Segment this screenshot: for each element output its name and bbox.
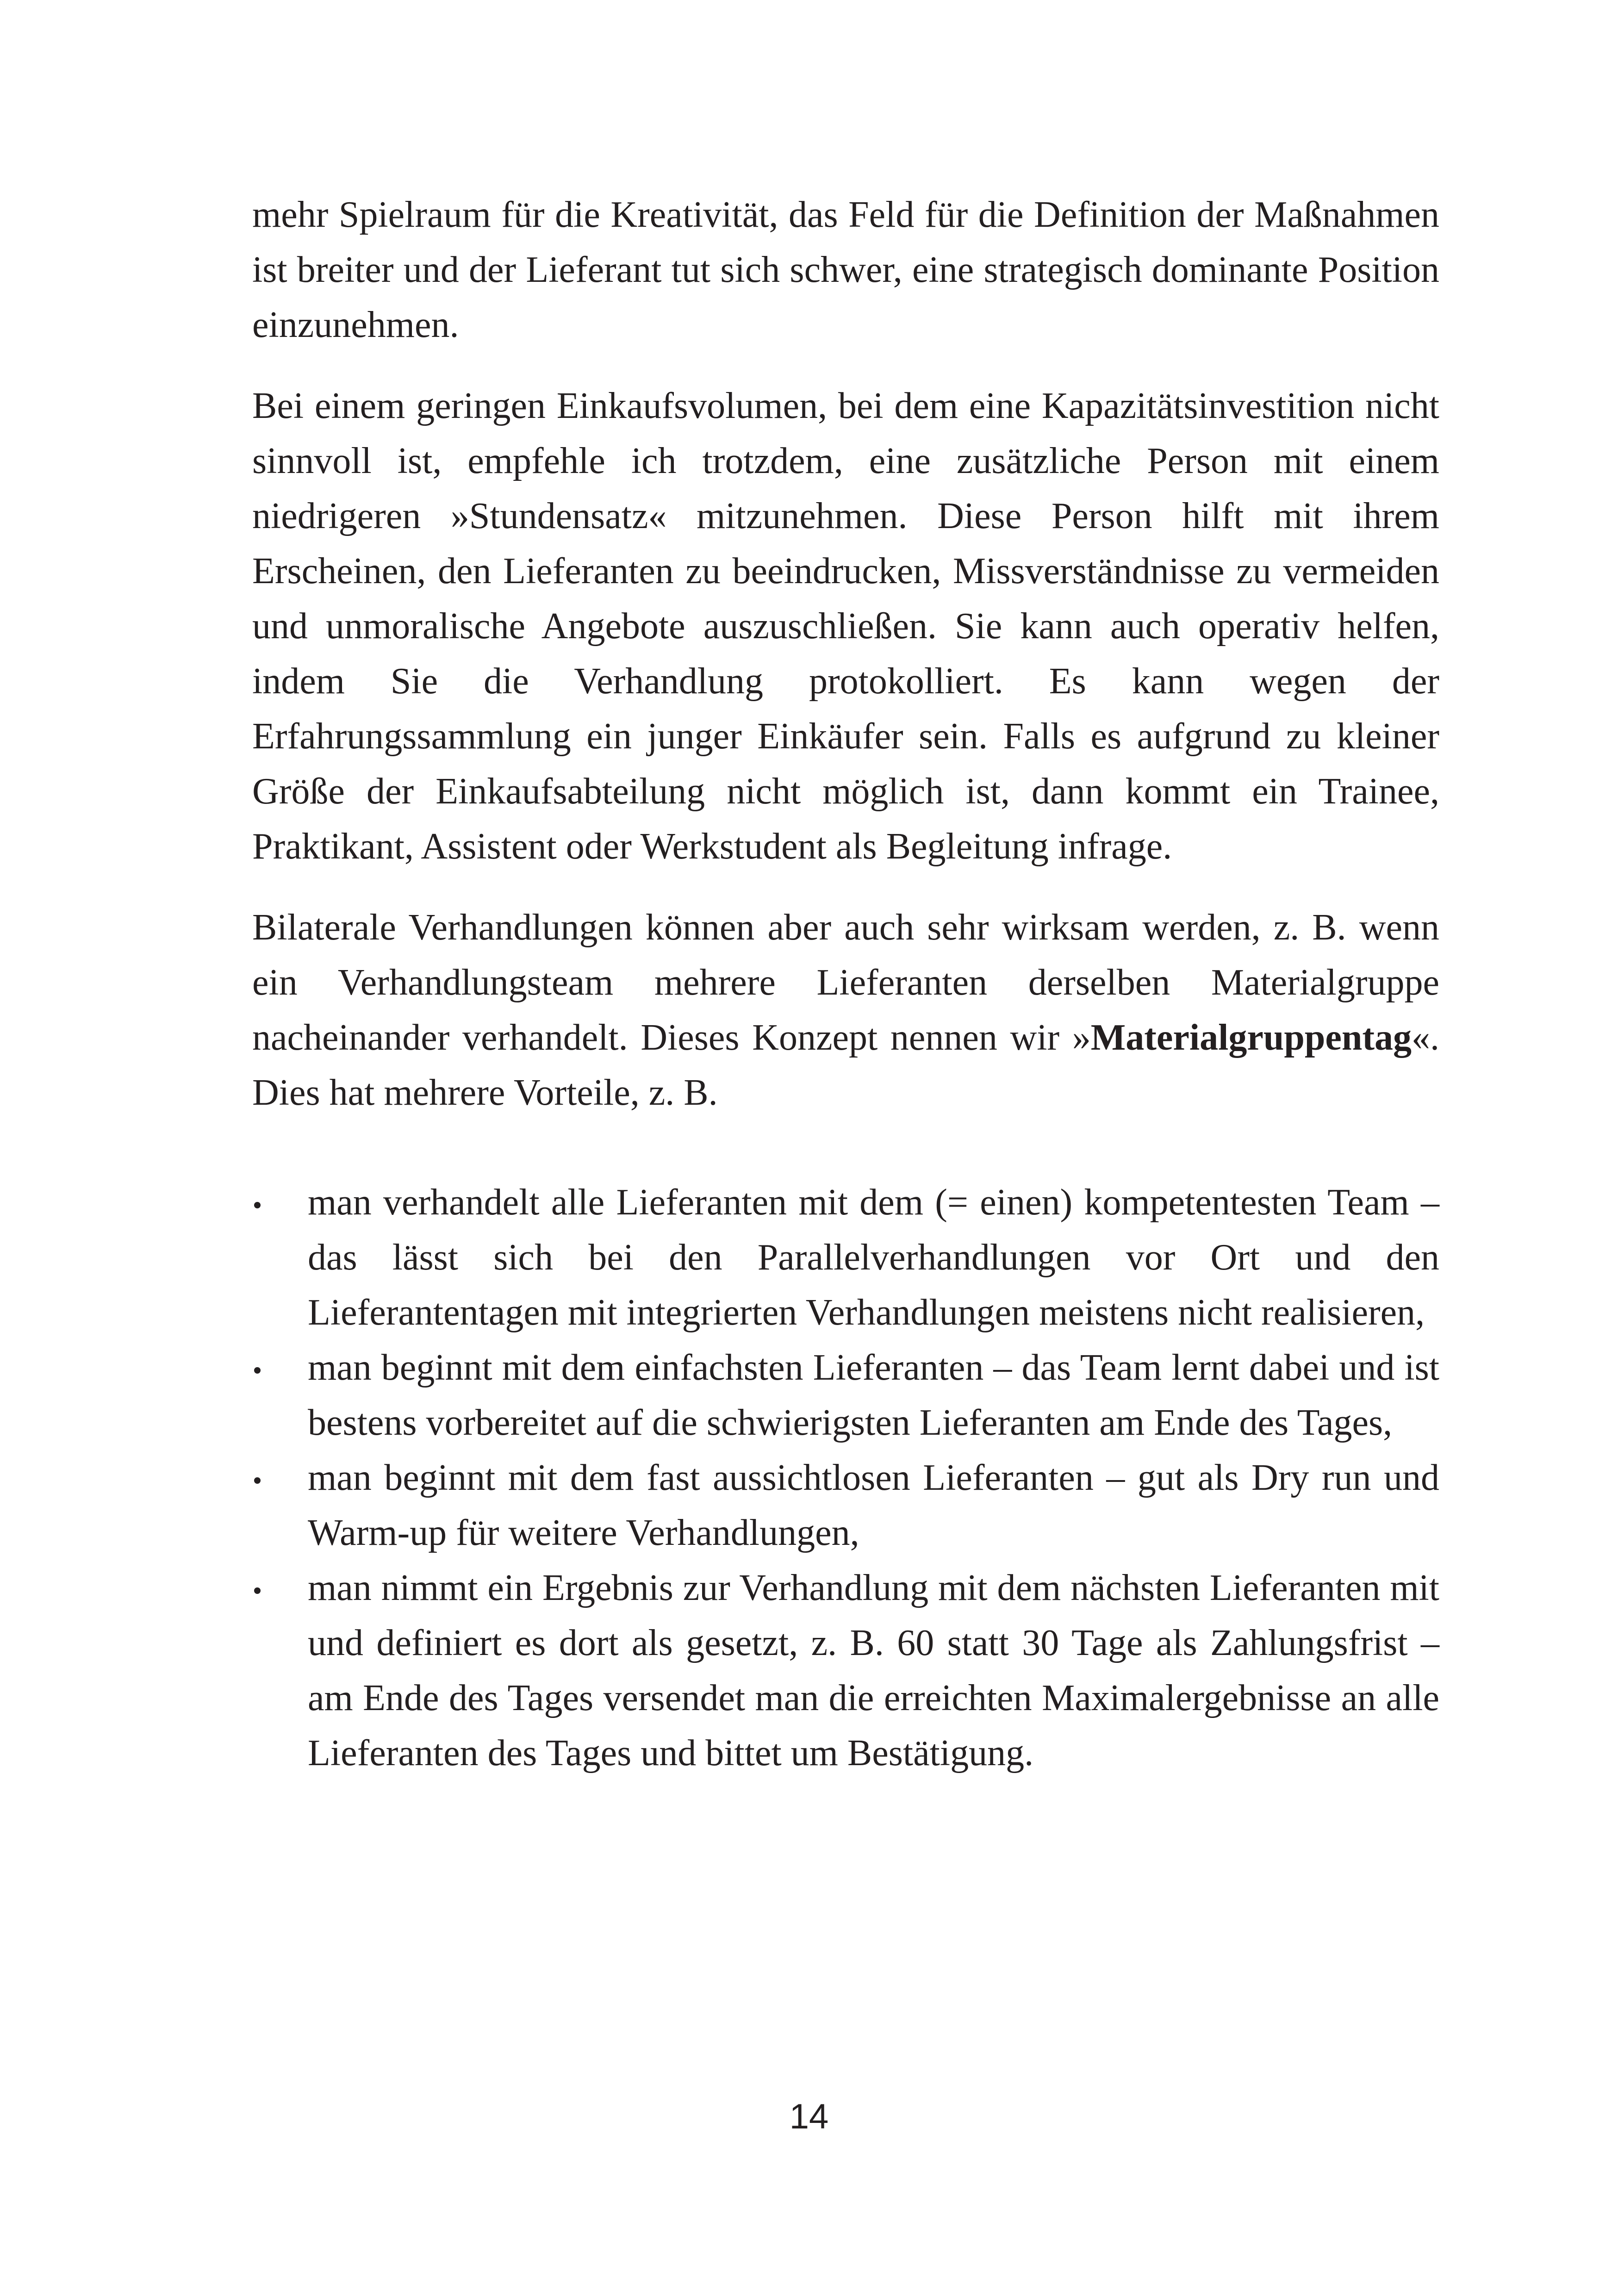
term-materialgruppentag: Materialgruppentag xyxy=(1090,1017,1412,1058)
page-body xyxy=(252,187,1439,1781)
paragraph-3 xyxy=(252,900,1439,1120)
list-item-text: man beginnt mit dem einfachsten Lieferanten – das Team lernt dabei und ist bestens vorbereitet auf die schwierigsten Lieferanten am Ende des Tages, xyxy=(308,1347,1439,1443)
paragraph-3-text: Bilaterale Verhandlungen können aber auch sehr wirksam werden, z. B. wenn ein Verhandlungsteam mehrere Lieferanten derselben Materialgruppe nacheinander verhandelt. Dieses Konzept nennen wir » xyxy=(252,907,1439,1058)
list-item xyxy=(252,1450,1439,1561)
paragraph-3-tail: «. Dies hat mehrere Vorteile, z. B. xyxy=(252,1017,1439,1113)
advantages-list xyxy=(252,1175,1439,1781)
list-item-text: man beginnt mit dem fast aussichtlosen Lieferanten – gut als Dry run und Warm-up für weitere Verhandlungen, xyxy=(308,1457,1439,1553)
list-item xyxy=(252,1340,1439,1450)
list-item xyxy=(252,1561,1439,1781)
page-number: 14 xyxy=(789,2097,829,2136)
paragraph-1: mehr Spielraum für die Kreativität, das Feld für die Definition der Maßnahmen ist breiter und der Lieferant tut sich schwer, eine strategisch dominante Position einzunehmen. xyxy=(252,194,1439,345)
list-item-text: man verhandelt alle Lieferanten mit dem (= einen) kompetentesten Team – das lässt sich bei den Parallelverhandlungen vor Ort und den Lieferantentagen mit integrierten Verhandlungen meistens nicht realisieren, xyxy=(308,1182,1439,1333)
paragraph-2: Bei einem geringen Einkaufsvolumen, bei dem eine Kapazitätsinvestition nicht sinnvoll ist, empfehle ich trotzdem, eine zusätzliche Person mit einem niedrigeren »Stundensatz« mitzunehmen. Diese Person hilft mit ihrem Erscheinen, den Lieferanten zu beeindrucken, Missverständnisse zu vermeiden und unmoralische Angebote auszuschließen. Sie kann auch operativ helfen, indem Sie die Verhandlung protokolliert. Es kann wegen der Erfahrungssammlung ein junger Einkäufer sein. Falls es aufgrund zu kleiner Größe der Einkaufsabteilung nicht möglich ist, dann kommt ein Trainee, Praktikant, Assistent oder Werkstudent als Begleitung infrage. xyxy=(252,386,1439,867)
list-item-text: man nimmt ein Ergebnis zur Verhandlung mit dem nächsten Lieferanten mit und definiert es dort als gesetzt, z. B. 60 statt 30 Tage als Zahlungsfrist – am Ende des Tages versendet man die erreichten Maximalergebnisse an alle Lieferanten des Tages und bittet um Bestätigung. xyxy=(308,1568,1439,1773)
list-item xyxy=(252,1175,1439,1340)
